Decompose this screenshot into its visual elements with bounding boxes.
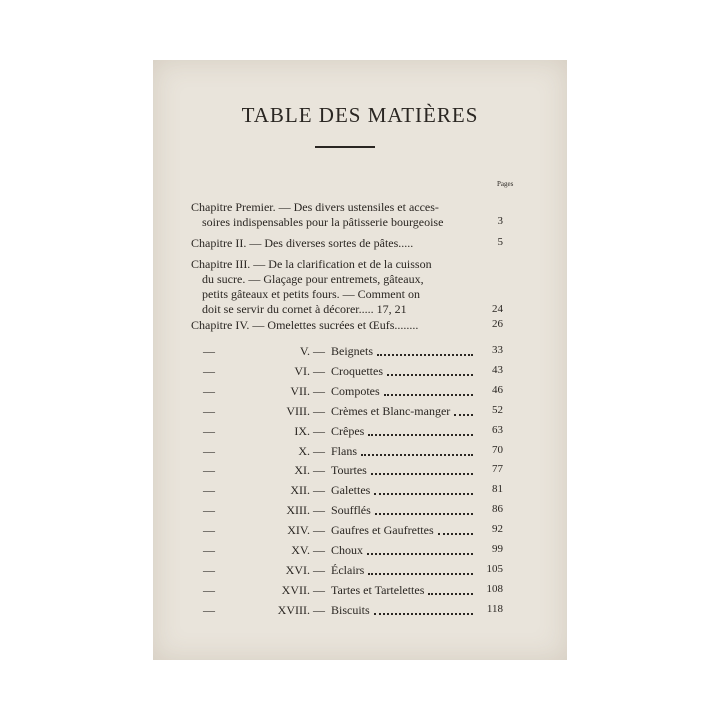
- chapter-row: [191, 583, 503, 599]
- leader-dots: [375, 511, 473, 515]
- chapter-row: [191, 404, 503, 420]
- chapter-number: XII. —: [290, 483, 325, 498]
- toc-entry-line: Chapitre IV. — Omelettes sucrées et Œufs........: [191, 318, 419, 332]
- chapter-page: 52: [492, 403, 503, 416]
- chapter-number: VI. —: [294, 363, 325, 378]
- chapter-number: IX. —: [294, 423, 325, 438]
- chapter-title: Tourtes: [331, 463, 367, 478]
- toc-entry-line: Chapitre Premier. — Des divers ustensiles et acces-: [191, 200, 439, 214]
- pages-column-label: Pages: [497, 180, 514, 188]
- leader-dots: [438, 531, 473, 535]
- chapter-row: [191, 523, 503, 539]
- chapter-title: Gaufres et Gaufrettes: [331, 523, 434, 538]
- chapter-page: 108: [486, 582, 503, 595]
- chapter-row: [191, 344, 503, 360]
- chapter-row: [191, 463, 503, 479]
- leader-dots: [374, 491, 473, 495]
- chapter-page: 33: [492, 344, 503, 356]
- toc-entry-line: Chapitre II. — Des diverses sortes de pâtes.....: [191, 236, 414, 250]
- chapter-row: [191, 483, 503, 499]
- toc-entry-line: du sucre. — Glaçage pour entremets, gâteaux,: [202, 272, 424, 286]
- leader-dots: [367, 551, 473, 555]
- toc-entry: [191, 318, 501, 333]
- leader-dots: [384, 392, 473, 396]
- toc-entry-line: petits gâteaux et petits fours. — Comment on: [202, 287, 420, 301]
- toc-entry-page: 5: [497, 236, 503, 248]
- chapter-number: XIV. —: [287, 523, 325, 538]
- ditto-dash: —: [203, 383, 215, 398]
- chapter-page: 86: [492, 503, 503, 516]
- leader-dots: [368, 571, 473, 575]
- toc-entry: [191, 236, 501, 251]
- chapter-number: X. —: [298, 443, 325, 458]
- ditto-dash: —: [203, 344, 215, 358]
- ditto-dash: —: [203, 363, 215, 378]
- chapter-title: Flans: [331, 443, 358, 458]
- chapter-row: [191, 424, 503, 440]
- ditto-dash: —: [203, 582, 215, 597]
- ditto-dash: —: [203, 543, 215, 557]
- chapter-number: VII. —: [290, 383, 325, 398]
- leader-dots: [377, 352, 473, 356]
- ditto-dash: —: [203, 463, 215, 478]
- chapter-title: Crèmes et Blanc-manger: [331, 403, 451, 418]
- chapter-number: XIII. —: [286, 503, 325, 518]
- ditto-dash: —: [203, 403, 215, 418]
- chapter-title: Biscuits: [331, 602, 370, 617]
- ditto-dash: —: [203, 523, 215, 538]
- chapter-page: 92: [492, 523, 503, 536]
- leader-dots: [368, 432, 473, 436]
- chapter-title: Compotes: [331, 383, 380, 398]
- chapter-number: XVIII. —: [277, 602, 325, 617]
- chapter-title: Éclairs: [331, 562, 365, 577]
- title-rule: [315, 146, 375, 148]
- chapter-title: Croquettes: [331, 363, 383, 378]
- toc-entry: [191, 257, 501, 317]
- leader-dots: [387, 372, 473, 376]
- chapter-title: Choux: [331, 543, 364, 557]
- chapter-row: [191, 503, 503, 519]
- toc-entry-line: soires indispensables pour la pâtisserie bourgeoise: [202, 215, 444, 229]
- chapter-page: 46: [492, 383, 503, 396]
- ditto-dash: —: [203, 503, 215, 518]
- leader-dots: [454, 412, 473, 416]
- chapter-page: 99: [492, 543, 503, 555]
- ditto-dash: —: [203, 602, 215, 617]
- chapter-row: [191, 603, 503, 619]
- chapter-page: 118: [486, 602, 503, 615]
- chapter-number: XV. —: [291, 543, 325, 557]
- chapter-page: 105: [486, 562, 503, 575]
- ditto-dash: —: [203, 483, 215, 498]
- chapter-number: XVI. —: [285, 562, 325, 577]
- chapter-page: 77: [492, 463, 503, 476]
- chapter-row: [191, 384, 503, 400]
- ditto-dash: —: [203, 423, 215, 438]
- leader-dots: [428, 591, 473, 595]
- chapter-page: 70: [492, 443, 503, 456]
- chapter-title: Crêpes: [331, 423, 365, 438]
- chapter-row: [191, 444, 503, 460]
- chapter-page: 63: [492, 423, 503, 436]
- chapter-number: V. —: [299, 344, 325, 358]
- chapter-number: XI. —: [294, 463, 325, 478]
- book-page: [153, 60, 567, 660]
- toc-entry-page: 26: [492, 318, 503, 330]
- toc-entry-line: Chapitre III. — De la clarification et de la cuisson: [191, 257, 432, 271]
- toc-entry-page: 24: [492, 303, 503, 315]
- ditto-dash: —: [203, 443, 215, 458]
- chapter-page: 43: [492, 363, 503, 376]
- leader-dots: [361, 452, 473, 456]
- chapter-title: Tartes et Tartelettes: [331, 582, 425, 597]
- chapter-title: Soufflés: [331, 503, 371, 518]
- chapter-number: XVII. —: [281, 582, 325, 597]
- leader-dots: [374, 611, 473, 615]
- chapter-row: [191, 364, 503, 380]
- ditto-dash: —: [203, 562, 215, 577]
- toc-entry-page: 3: [497, 215, 503, 227]
- chapter-row: [191, 543, 503, 559]
- chapter-page: 81: [492, 483, 503, 496]
- chapter-title: Galettes: [331, 483, 371, 498]
- chapter-title: Beignets: [331, 344, 373, 358]
- page-title: TABLE DES MATIÈRES: [241, 103, 479, 127]
- toc-entry: [191, 200, 501, 230]
- chapter-row: [191, 563, 503, 579]
- toc-entry-line: doit se servir du cornet à décorer..... 17, 21: [202, 302, 407, 316]
- chapter-number: VIII. —: [286, 403, 325, 418]
- leader-dots: [371, 471, 473, 475]
